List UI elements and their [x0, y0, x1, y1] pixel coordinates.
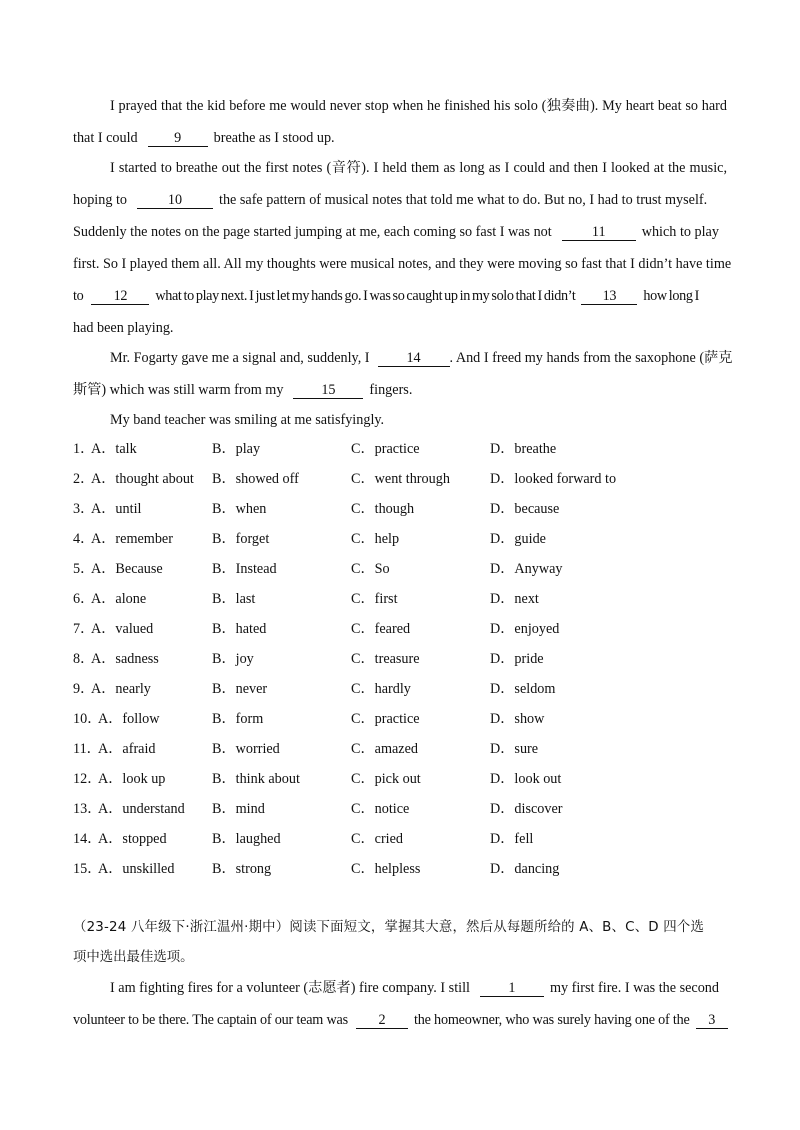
text: that I could [73, 130, 138, 146]
blank-15: 15 [293, 383, 363, 399]
option-b[interactable]: B．never [212, 681, 268, 697]
question-number: 15． [73, 861, 102, 877]
option-d[interactable]: D．next [490, 591, 539, 607]
text: the safe pattern of musical notes that told me what to do. But no, I had to trust myself. [219, 192, 708, 208]
text: how long I [643, 288, 699, 304]
text: 斯管) which was still warm from my [73, 382, 284, 398]
option-b[interactable]: B．form [212, 711, 264, 727]
option-b[interactable]: B．laughed [212, 831, 281, 847]
option-a[interactable]: A．valued [91, 621, 154, 637]
blank-10: 10 [137, 193, 213, 209]
option-c[interactable]: C．cried [351, 831, 404, 847]
option-d[interactable]: D．sure [490, 741, 539, 757]
section2-intro-line1 [73, 918, 733, 938]
passage-p2-line2 [73, 190, 727, 210]
option-c[interactable]: C．So [351, 561, 390, 577]
option-d[interactable]: D．seldom [490, 681, 556, 697]
question-number: 14． [73, 831, 102, 847]
text: which to play [641, 224, 719, 240]
question-number: 13． [73, 801, 102, 817]
option-b[interactable]: B．last [212, 591, 256, 607]
text: volunteer to be there. The captain of our team was [73, 1012, 348, 1028]
option-b[interactable]: B．joy [212, 651, 254, 667]
option-a[interactable]: A．until [91, 501, 142, 517]
blank-1: 1 [480, 981, 544, 997]
passage-p1-line2 [73, 128, 727, 148]
option-a[interactable]: A．sadness [91, 651, 159, 667]
question-number: 1． [73, 441, 95, 457]
option-c[interactable]: C．first [351, 591, 398, 607]
section2-intro-line2 [73, 948, 727, 968]
text: had been playing. [73, 320, 174, 336]
text: . And I freed my hands from the saxophone (萨克 [449, 350, 733, 366]
option-a[interactable]: A．Because [91, 561, 163, 577]
option-d[interactable]: D．show [490, 711, 545, 727]
option-c[interactable]: C．help [351, 531, 400, 547]
question-number: 3． [73, 501, 95, 517]
option-b[interactable]: B．forget [212, 531, 270, 547]
question-number: 5． [73, 561, 95, 577]
text: the homeowner, who was surely having one of the [413, 1012, 690, 1028]
passage-p4 [110, 410, 727, 430]
question-number: 2． [73, 471, 95, 487]
question-number: 12． [73, 771, 102, 787]
passage-p2-line5 [73, 286, 727, 306]
option-a[interactable]: A．unskilled [98, 861, 175, 877]
blank-12: 12 [91, 289, 149, 305]
passage-p1-line1 [110, 96, 727, 116]
section2-p1-line2 [73, 1010, 727, 1030]
option-d[interactable]: D．Anyway [490, 561, 563, 577]
option-b[interactable]: B．showed off [212, 471, 299, 487]
text: hoping to [73, 192, 127, 208]
option-b[interactable]: B．worried [212, 741, 280, 757]
question-number: 6． [73, 591, 95, 607]
option-b[interactable]: B．think about [212, 771, 300, 787]
option-b[interactable]: B．play [212, 441, 261, 457]
passage-p2-line3 [73, 222, 727, 242]
option-d[interactable]: D．dancing [490, 861, 560, 877]
text: （23-24 八年级下·浙江温州·期中）阅读下面短文，掌握其大意，然后从每题所给的 A、B、C、D 四个选 [73, 920, 705, 935]
option-d[interactable]: D．guide [490, 531, 546, 547]
text: my first fire. I was the second [549, 980, 719, 996]
option-d[interactable]: D．looked forward to [490, 471, 617, 487]
passage-p2-line6 [73, 318, 727, 338]
option-a[interactable]: A．look up [98, 771, 166, 787]
text: breathe as I stood up. [213, 130, 335, 146]
text: I am fighting fires for a volunteer (志愿者) fire company. I still [110, 980, 470, 996]
option-d[interactable]: D．fell [490, 831, 534, 847]
section2-p1-line1 [110, 978, 727, 998]
blank-13: 13 [581, 289, 637, 305]
option-c[interactable]: C．pick out [351, 771, 421, 787]
option-d[interactable]: D．breathe [490, 441, 557, 457]
text: fingers. [369, 382, 413, 398]
text: I prayed that the kid before me would never stop when he finished his solo (独奏曲). My heart beat so hard [110, 98, 727, 114]
blank-9: 9 [148, 131, 208, 147]
option-b[interactable]: B．mind [212, 801, 265, 817]
option-d[interactable]: D．pride [490, 651, 544, 667]
option-b[interactable]: B．strong [212, 861, 272, 877]
text: I started to breathe out the first notes (音符). I held them as long as I could and then I looked at the music, [110, 160, 727, 176]
option-a[interactable]: A．thought about [91, 471, 194, 487]
blank-3: 3 [696, 1013, 728, 1029]
question-number: 9． [73, 681, 95, 697]
text: Suddenly the notes on the page started jumping at me, each coming so fast I was not [73, 224, 552, 240]
option-b[interactable]: B．when [212, 501, 267, 517]
option-a[interactable]: A．afraid [98, 741, 156, 757]
passage-p2-line1 [110, 158, 727, 178]
text: first. So I played them all. All my thoughts were musical notes, and they were moving so fast that I didn’t have time [73, 256, 732, 272]
question-number: 4． [73, 531, 95, 547]
question-number: 7． [73, 621, 95, 637]
question-number: 11． [73, 741, 101, 757]
option-c[interactable]: C．hardly [351, 681, 411, 697]
passage-p3-line2 [73, 380, 727, 400]
text: what to play next. I just let my hands go. I was so caught up in my solo that I didn’t [155, 288, 576, 304]
option-d[interactable]: D．discover [490, 801, 563, 817]
option-c[interactable]: C．though [351, 501, 415, 517]
text: Mr. Fogarty gave me a signal and, suddenly, I [110, 350, 370, 366]
option-a[interactable]: A．alone [91, 591, 147, 607]
option-d[interactable]: D．because [490, 501, 560, 517]
passage-p3-line1 [110, 348, 733, 368]
option-c[interactable]: C．practice [351, 441, 420, 457]
text: 项中选出最佳选项。 [73, 950, 194, 965]
passage-p2-line4 [73, 254, 732, 274]
option-c[interactable]: C．practice [351, 711, 420, 727]
question-number: 8． [73, 651, 95, 667]
option-a[interactable]: A．understand [98, 801, 185, 817]
blank-2: 2 [356, 1013, 408, 1029]
blank-14: 14 [378, 351, 450, 367]
option-c[interactable]: C．treasure [351, 651, 420, 667]
text: to [73, 288, 84, 304]
blank-11: 11 [562, 225, 636, 241]
option-a[interactable]: A．stopped [98, 831, 167, 847]
option-c[interactable]: C．amazed [351, 741, 418, 757]
option-b[interactable]: B．Instead [212, 561, 277, 577]
option-c[interactable]: C．feared [351, 621, 411, 637]
option-a[interactable]: A．remember [91, 531, 173, 547]
option-d[interactable]: D．enjoyed [490, 621, 560, 637]
option-c[interactable]: C．notice [351, 801, 410, 817]
option-d[interactable]: D．look out [490, 771, 562, 787]
text: My band teacher was smiling at me satisfyingly. [110, 412, 385, 428]
option-a[interactable]: A．talk [91, 441, 137, 457]
option-b[interactable]: B．hated [212, 621, 267, 637]
option-a[interactable]: A．nearly [91, 681, 151, 697]
option-c[interactable]: C．helpless [351, 861, 421, 877]
option-c[interactable]: C．went through [351, 471, 450, 487]
question-number: 10． [73, 711, 102, 727]
option-a[interactable]: A．follow [98, 711, 160, 727]
